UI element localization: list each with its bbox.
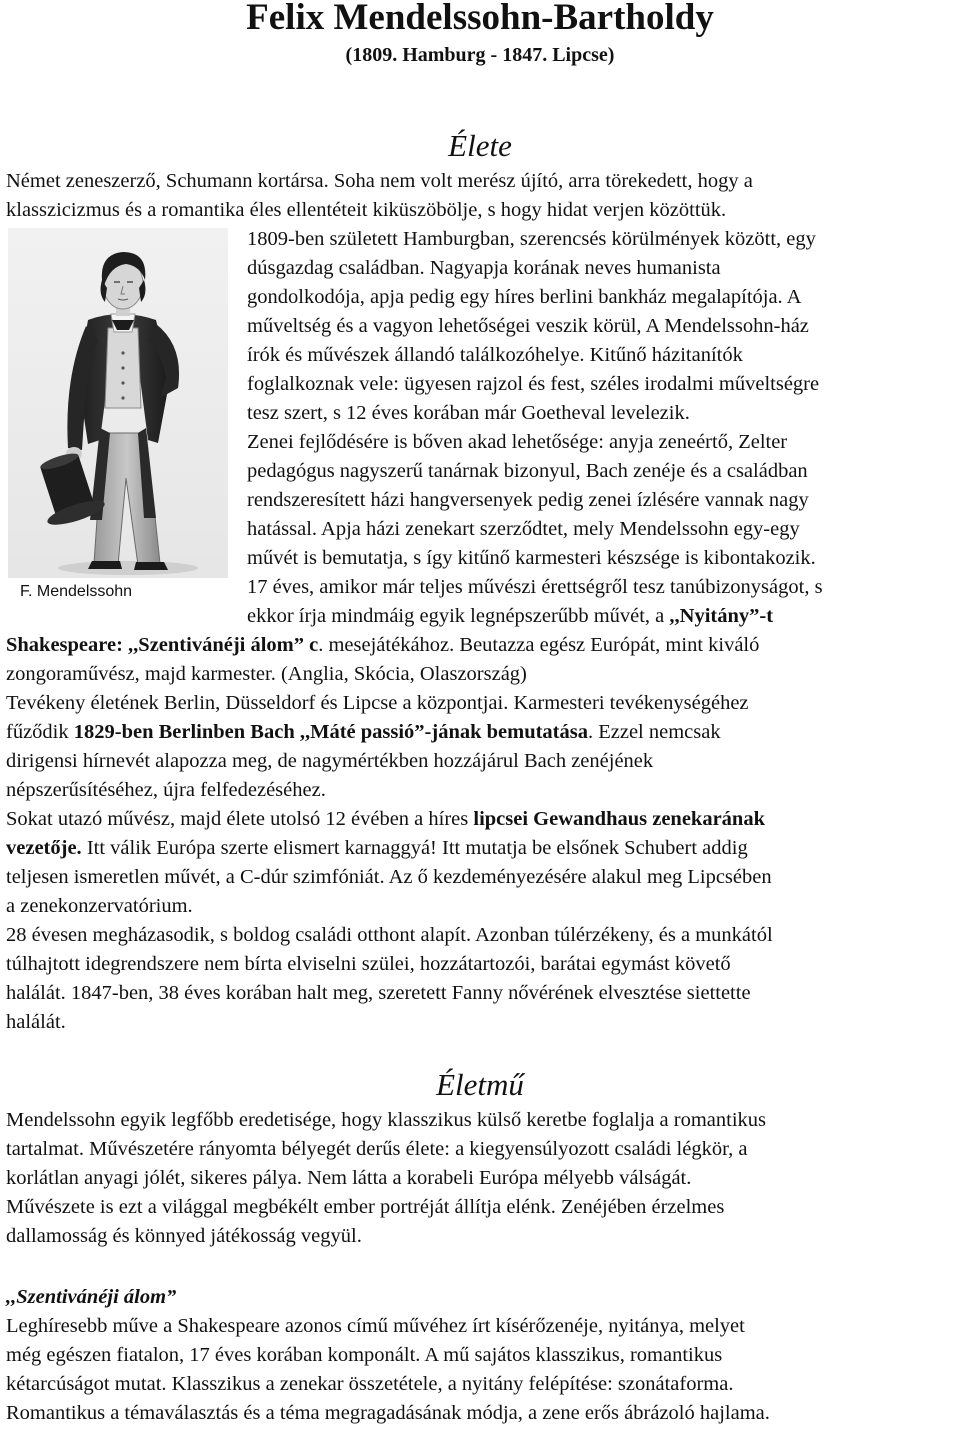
line-text: ekkor írja mindmáig egyik legnépszerűbb művét, a: [247, 605, 670, 627]
page-subtitle: (1809. Hamburg - 1847. Lipcse): [345, 44, 615, 66]
line-text: . mesejátékához. Beutazza egész Európát, mint kiváló: [318, 634, 760, 656]
portrait-image: [8, 228, 228, 578]
paragraph-line: írók és művészek állandó találkozóhelye. Kitűnő házitanítók: [247, 344, 743, 366]
paragraph-line: Mendelssohn egyik legfőbb eredetisége, hogy klasszikus külső keretbe foglalja a romantikus: [6, 1109, 767, 1131]
bold-text: ,,Nyitány”-t: [669, 605, 774, 627]
paragraph-line: dallamosság és könnyed játékosság vegyül.: [6, 1225, 362, 1247]
paragraph-line: Művészete is ezt a világgal megbékélt ember portréját állítja elénk. Zenéjében érzelmes: [6, 1196, 725, 1218]
bold-text: Shakespeare: ,,Szentivánéji álom” c: [6, 634, 319, 656]
paragraph-line: népszerűsítéséhez, újra felfedezéséhez.: [6, 779, 326, 801]
paragraph-line: 1809-ben született Hamburgban, szerencsés körülmények között, egy: [247, 228, 816, 250]
paragraph-line: [6, 834, 748, 863]
paragraph-line: 28 évesen megházasodik, s boldog családi otthont alapít. Azonban túlérzékeny, és a munkától: [6, 924, 773, 946]
paragraph-line: dirigensi hírnevét alapozza meg, de nagymértékben hozzájárul Bach zenéjének: [6, 750, 654, 772]
paragraph-line: [247, 602, 773, 631]
paragraph-line: teljesen ismeretlen művét, a C-dúr szimfóniát. Az ő kezdeményezésére alakul meg Lipcsében: [6, 866, 772, 888]
paragraph-line: Zenei fejlődésére is bőven akad lehetősége: anyja zeneértő, Zelter: [247, 431, 788, 453]
bold-text: lipcsei Gewandhaus zenekarának: [473, 808, 765, 830]
paragraph-line: a zenekonzervatórium.: [6, 895, 193, 917]
section-heading-eletmu: Életmű: [436, 1067, 524, 1102]
bold-text: 1829-ben Berlinben Bach ,,Máté passió”-jának bemutatása: [73, 721, 588, 743]
paragraph-line: tesz szert, s 12 éves korában már Goetheval levelezik.: [247, 402, 690, 424]
page-title: Felix Mendelssohn-Bartholdy: [246, 0, 714, 38]
paragraph-line: foglalkoznak vele: ügyesen rajzol és fest, széles irodalmi műveltségre: [247, 373, 820, 395]
image-caption: F. Mendelssohn: [20, 583, 133, 600]
paragraph-line: zongoraművész, majd karmester. (Anglia, Skócia, Olaszország): [6, 663, 527, 685]
paragraph-line: még egészen fiatalon, 17 éves korában komponált. A mű sajátos klasszikus, romantikus: [6, 1344, 723, 1366]
paragraph-line: halálát. 1847-ben, 38 éves korában halt meg, szeretett Fanny nővérének elvesztése siettette: [6, 982, 751, 1004]
paragraph-line: hatással. Apja házi zenekart szerződtet, mely Mendelssohn egy-egy: [247, 518, 800, 540]
paragraph-line: [6, 631, 759, 660]
paragraph-line: pedagógus nagyszerű tanárnak bizonyul, Bach zenéje és a családban: [247, 460, 808, 482]
line-text: Itt válik Európa szerte elismert karnaggyá! Itt mutatja be elsőnek Schubert addig: [81, 837, 748, 859]
section-heading-szentivan: ,,Szentivánéji álom”: [6, 1286, 177, 1308]
paragraph-line: korlátlan anyagi jólét, sikeres pálya. Nem látta a korabeli Európa mélyebb válságát.: [6, 1167, 692, 1189]
line-text: Sokat utazó művész, majd élete utolsó 12 évében a híres: [6, 808, 474, 830]
paragraph-line: műveltség és a vagyon lehetőségei veszik körül, A Mendelssohn-ház: [247, 315, 809, 337]
paragraph-line: dúsgazdag családban. Nagyapja korának neves humanista: [247, 257, 721, 279]
line-text: . Ezzel nemcsak: [587, 721, 721, 743]
paragraph-line: Tevékeny életének Berlin, Düsseldorf és Lipcse a központjai. Karmesteri tevékenységéhez: [6, 692, 749, 714]
paragraph-line: művét is bemutatja, s így kitűnő karmesteri készsége is kibontakozik.: [247, 547, 816, 569]
paragraph-line: Romantikus a témaválasztás és a téma megragadásának módja, a zene erős ábrázoló hajlama.: [6, 1402, 770, 1424]
paragraph-line: rendszeresített házi hangversenyek pedig zenei ízlésére vannak nagy: [247, 489, 809, 511]
paragraph-line: Német zeneszerző, Schumann kortársa. Soha nem volt merész újító, arra törekedett, hogy a: [6, 170, 753, 192]
paragraph-line: klasszicizmus és a romantika éles ellentéteit kiküszöbölje, s hogy hidat verjen közöttük.: [6, 199, 727, 221]
line-text: fűződik: [6, 721, 74, 743]
paragraph-line: Leghíresebb műve a Shakespeare azonos című művéhez írt kísérőzenéje, nyitánya, melyet: [6, 1315, 745, 1337]
paragraph-line: [6, 805, 765, 834]
bold-text: vezetője.: [6, 837, 82, 859]
paragraph-line: [6, 718, 721, 747]
paragraph-line: halálát.: [6, 1011, 66, 1033]
paragraph-line: 17 éves, amikor már teljes művészi érettségről tesz tanúbizonyságot, s: [247, 576, 823, 598]
paragraph-line: túlhajtott idegrendszere nem bírta elviselni szülei, hozzátartozói, barátai egymást követő: [6, 953, 731, 975]
section-heading-elete: Élete: [448, 128, 512, 163]
paragraph-line: gondolkodója, apja pedig egy híres berlini bankház megalapítója. A: [247, 286, 802, 308]
paragraph-line: tartalmat. Művészetére rányomta bélyegét derűs élete: a kiegyensúlyozott családi légkör, a: [6, 1138, 748, 1160]
paragraph-line: kétarcúságot mutat. Klasszikus a zenekar összetétele, a nyitány felépítése: szonátaforma.: [6, 1373, 734, 1395]
